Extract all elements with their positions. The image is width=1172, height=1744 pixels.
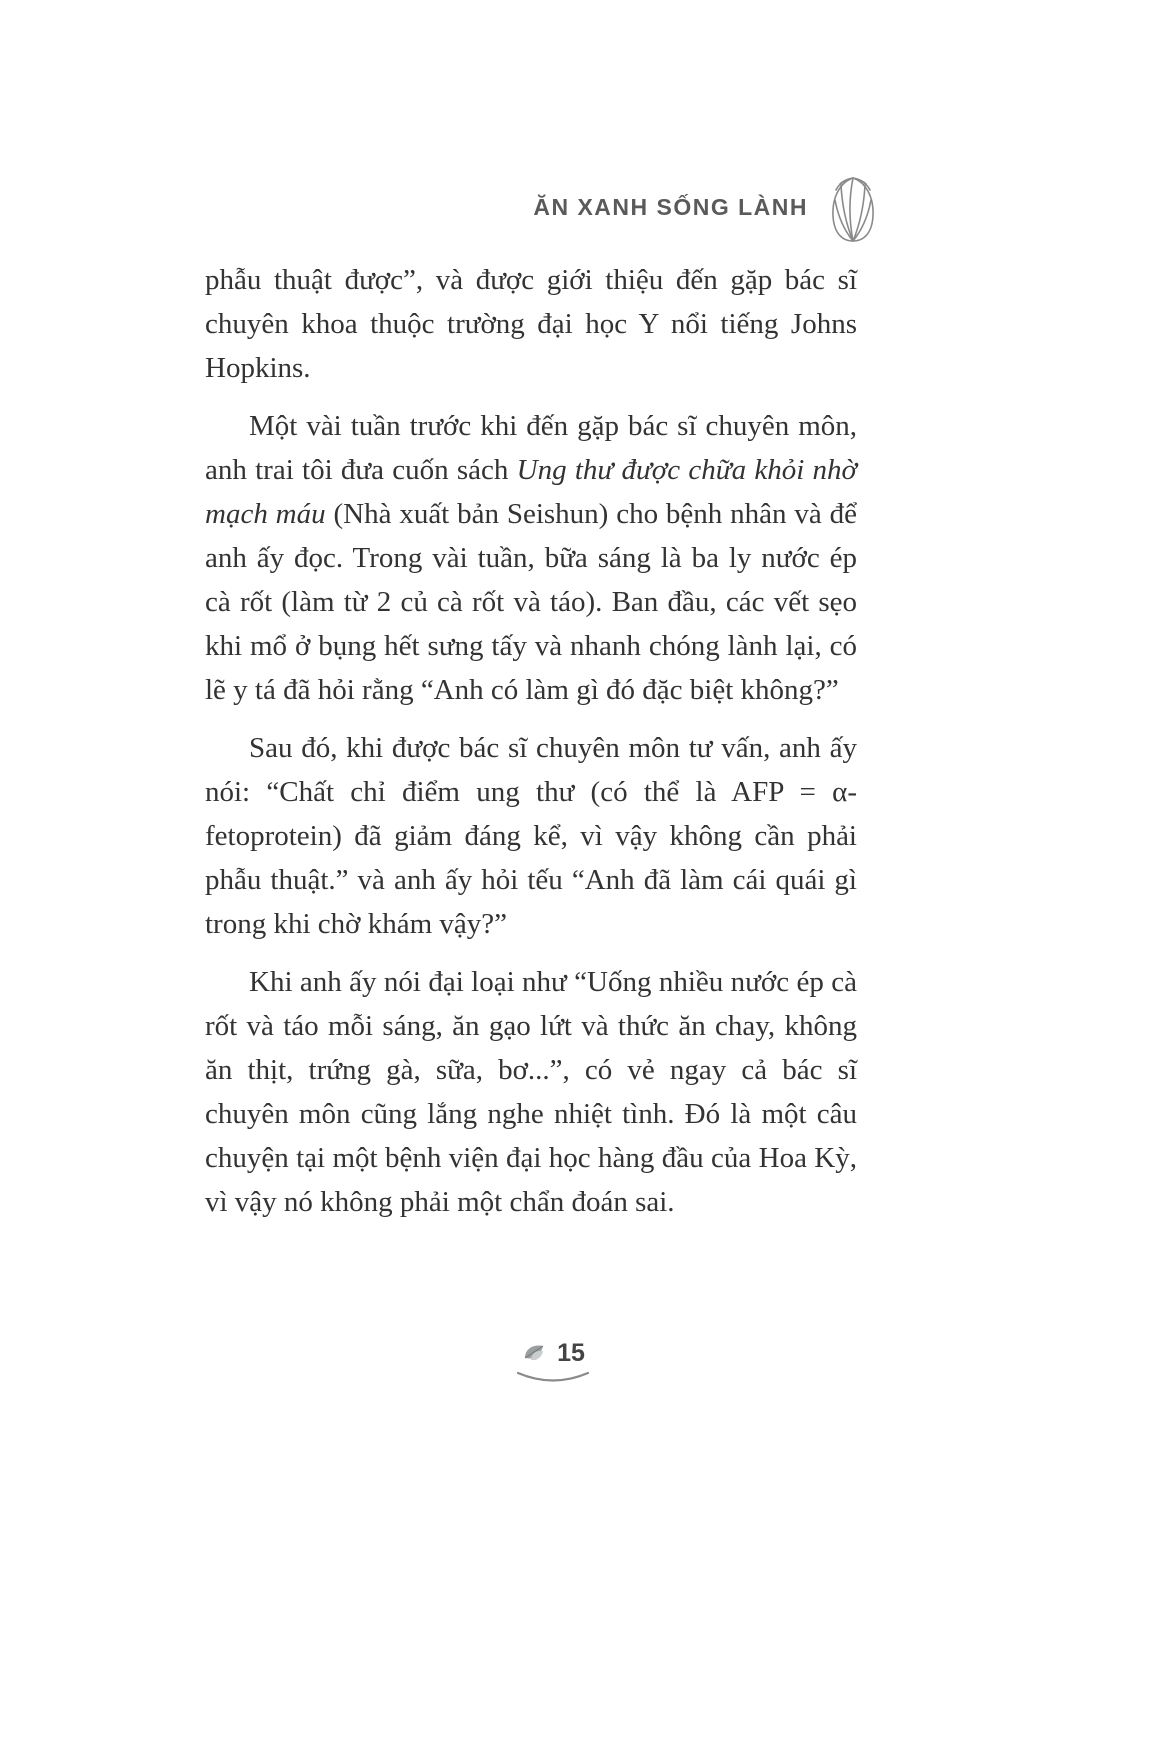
paragraph <box>205 404 857 712</box>
paragraph: Khi anh ấy nói đại loại như “Uống nhiều nước ép cà rốt và táo mỗi sáng, ăn gạo lứt và thức ăn chay, không ăn thịt, trứng gà, sữa, bơ...”, có vẻ ngay cả bác sĩ chuyên môn cũng lắng nghe nhiệt tình. Đó là một câu chuyện tại một bệnh viện đại học hàng đầu của Hoa Kỳ, vì vậy nó không phải một chẩn đoán sai. <box>205 966 857 1218</box>
paragraph-text: (Nhà xuất bản Seishun) cho bệnh nhân và để anh ấy đọc. Trong vài tuần, bữa sáng là ba ly nước ép cà rốt (làm từ 2 củ cà rốt và táo). Ban đầu, các vết sẹo khi mổ ở bụng hết sưng tấy và nhanh chóng lành lại, có lẽ y tá đã hỏi rằng “Anh có làm gì đó đặc biệt không?” <box>205 498 857 706</box>
leaf-icon <box>521 1338 551 1368</box>
paragraph: phẫu thuật được”, và được giới thiệu đến gặp bác sĩ chuyên khoa thuộc trường đại học Y nổi tiếng Johns Hopkins. <box>205 264 857 384</box>
cabbage-icon <box>822 172 884 246</box>
footer-row <box>521 1338 585 1368</box>
book-title-header: ĂN XANH SỐNG LÀNH <box>533 193 808 220</box>
book-title-italic: Ung thư được chữa khỏi nhờ mạch máu <box>205 454 858 530</box>
running-header <box>533 172 884 246</box>
footer-arc-decoration <box>515 1370 591 1386</box>
page-footer <box>498 1338 608 1386</box>
page-body-text <box>205 258 857 1238</box>
page-number: 15 <box>557 1338 585 1367</box>
paragraph-text: Một vài tuần trước khi đến gặp bác sĩ chuyên môn, anh trai tôi đưa cuốn sách <box>205 410 857 486</box>
paragraph: Sau đó, khi được bác sĩ chuyên môn tư vấn, anh ấy nói: “Chất chỉ điểm ung thư (có thể là AFP = α-fetoprotein) đã giảm đáng kể, vì vậy không cần phải phẫu thuật.” và anh ấy hỏi tếu “Anh đã làm cái quái gì trong khi chờ khám vậy?” <box>205 732 857 940</box>
